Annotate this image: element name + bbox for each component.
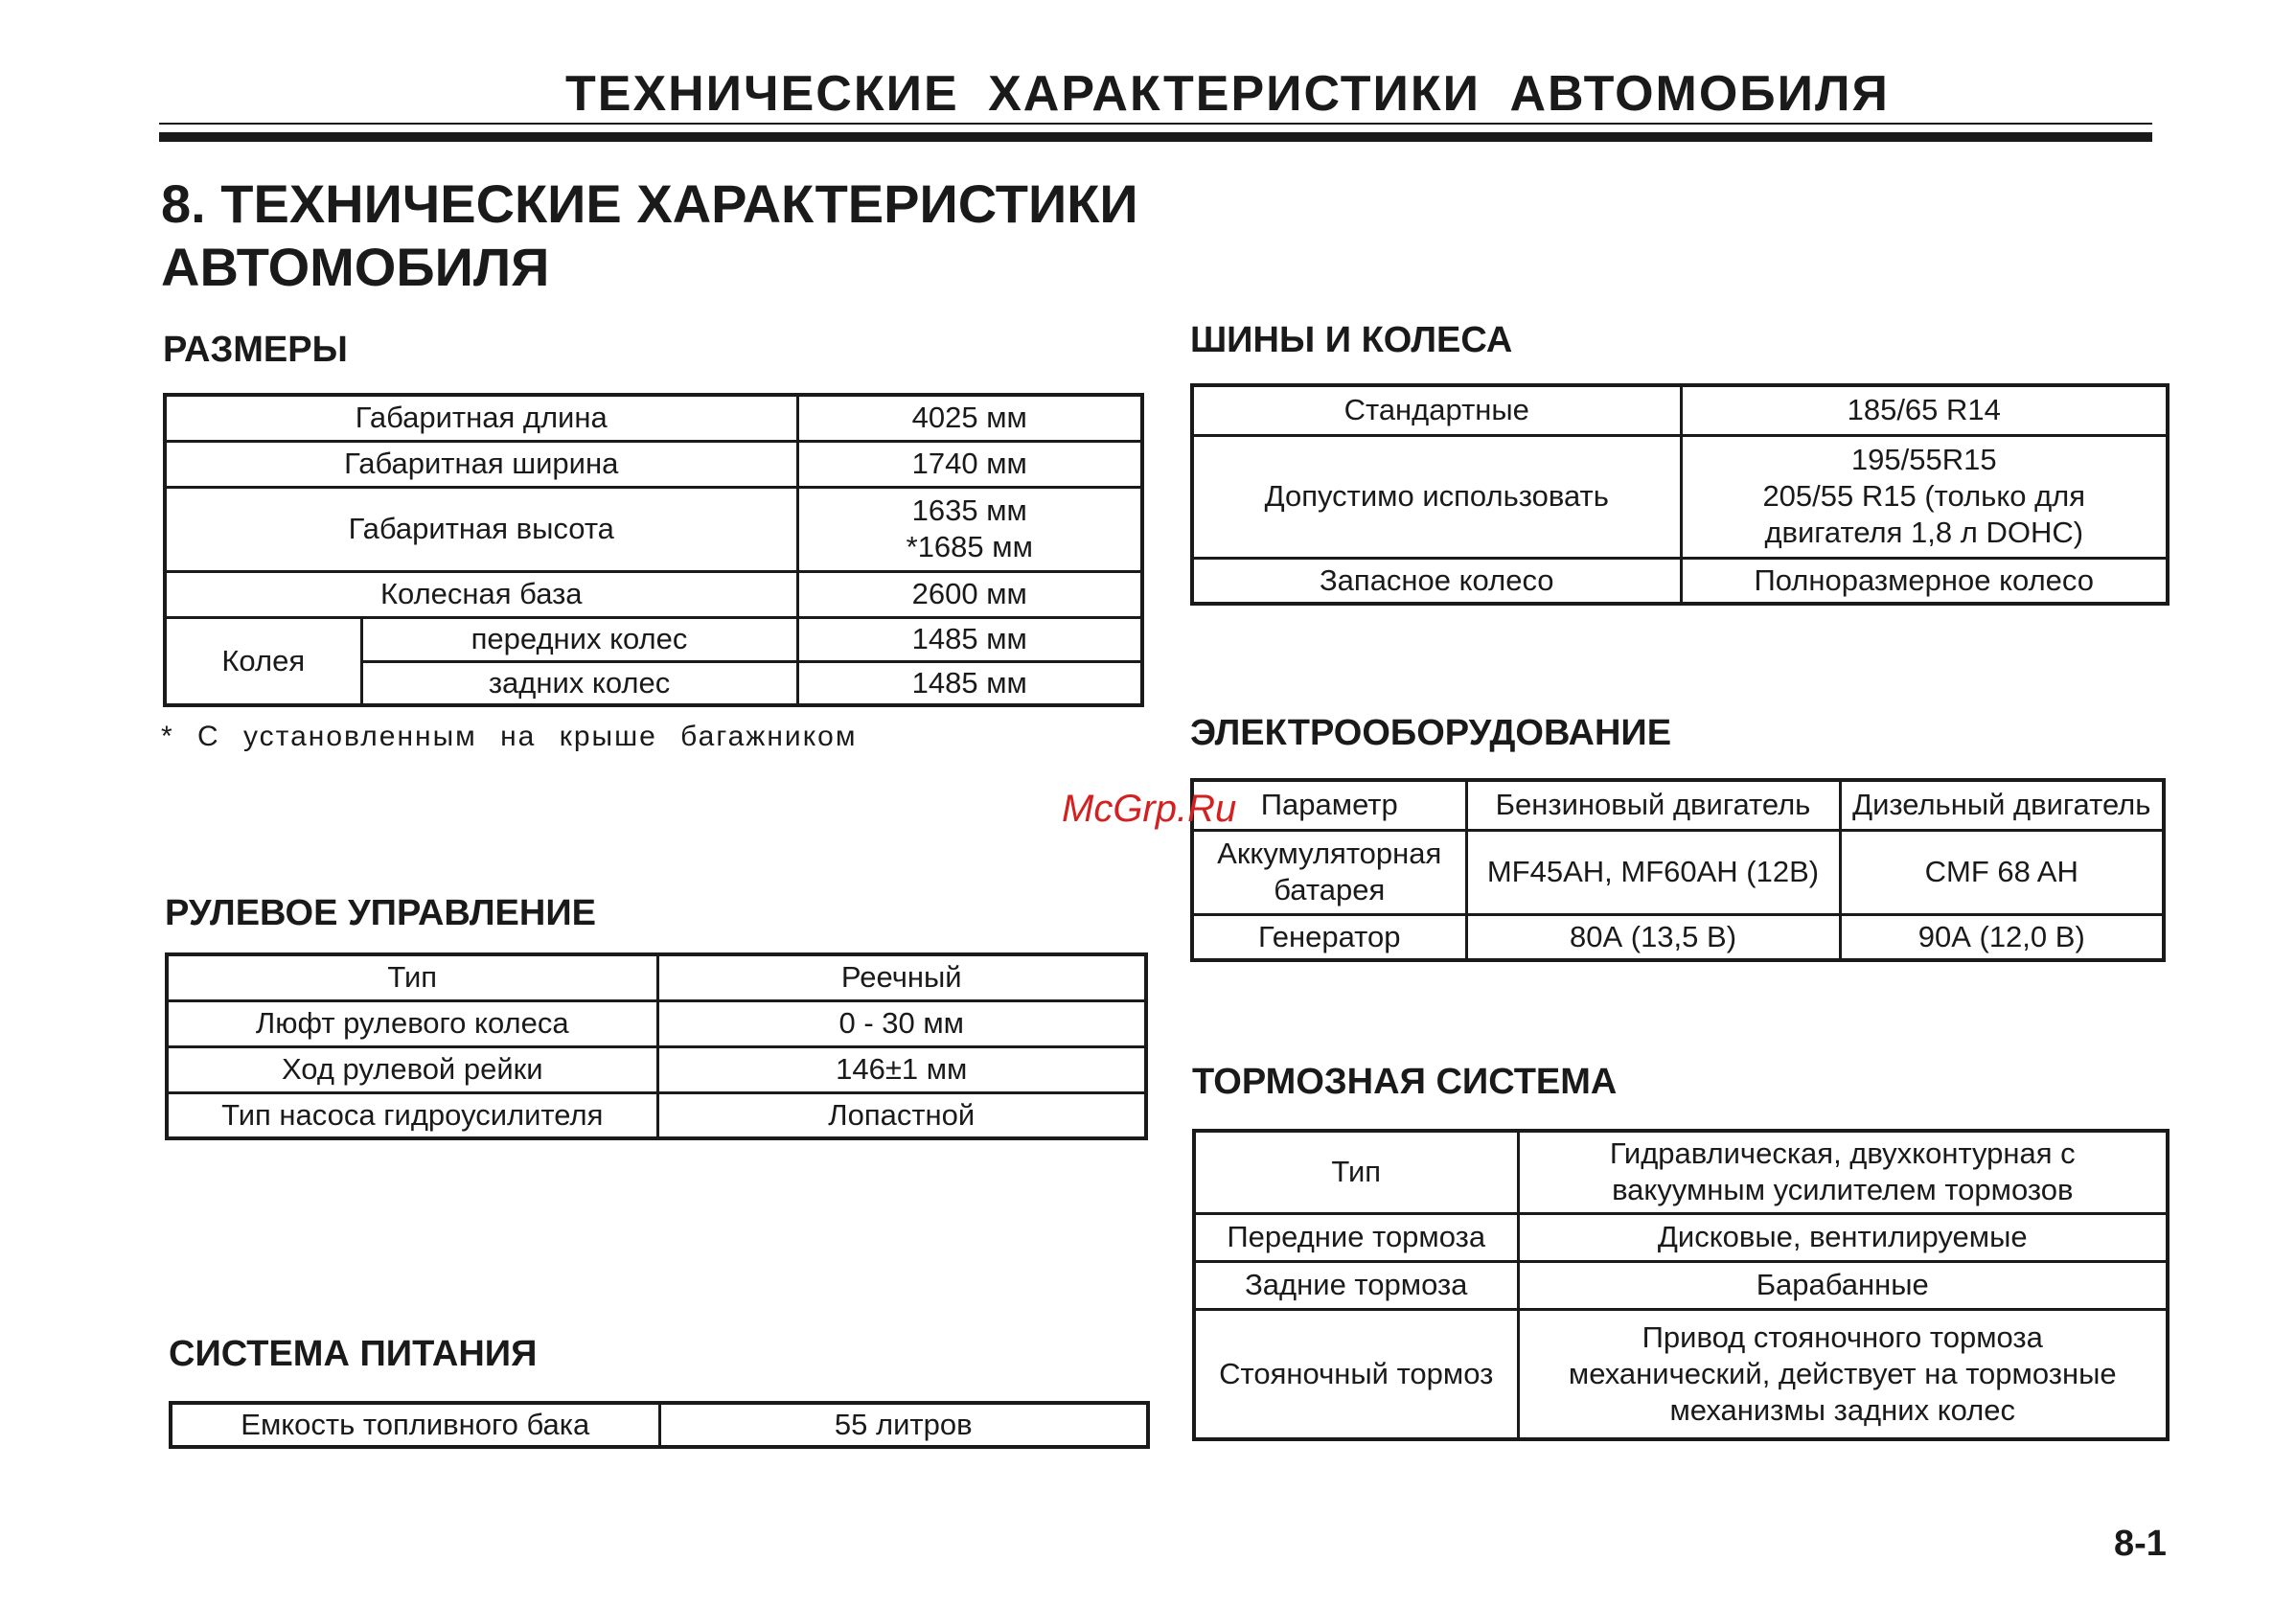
table-row bbox=[1194, 1261, 2168, 1309]
steering-play-label: Люфт рулевого колеса bbox=[167, 1000, 657, 1046]
brakes-type-value bbox=[1518, 1131, 2168, 1213]
brakes-parking-line3: механизмы задних колес bbox=[1669, 1392, 2015, 1427]
running-header: ТЕХНИЧЕСКИЕ ХАРАКТЕРИСТИКИ АВТОМОБИЛЯ bbox=[565, 66, 1890, 122]
table-row bbox=[167, 1000, 1146, 1046]
height-value bbox=[797, 487, 1142, 571]
battery-label-line1: Аккумуляторная bbox=[1217, 837, 1442, 870]
table-row bbox=[165, 395, 1142, 441]
table-row bbox=[165, 487, 1142, 571]
height-value-line1: 1635 мм bbox=[911, 493, 1027, 527]
battery-label-line2: батарея bbox=[1274, 873, 1386, 906]
tires-standard-value: 185/65 R14 bbox=[1681, 385, 2168, 435]
tires-allowed-value bbox=[1681, 435, 2168, 558]
table-row bbox=[1192, 435, 2168, 558]
steering-table bbox=[165, 952, 1148, 1140]
steering-pump-label: Тип насоса гидроусилителя bbox=[167, 1092, 657, 1138]
header-rule-thin bbox=[159, 123, 2152, 125]
tires-heading: ШИНЫ И КОЛЕСА bbox=[1190, 320, 1513, 360]
tires-allowed-line2: 205/55 R15 (только для bbox=[1762, 479, 2086, 513]
generator-diesel-value: 90А (12,0 В) bbox=[1840, 914, 2164, 960]
fuel-table bbox=[169, 1401, 1150, 1449]
table-row bbox=[165, 617, 1142, 661]
steering-heading: РУЛЕВОЕ УПРАВЛЕНИЕ bbox=[165, 893, 597, 933]
generator-label: Генератор bbox=[1192, 914, 1466, 960]
brakes-parking-label: Стояночный тормоз bbox=[1194, 1309, 1518, 1439]
width-label: Габаритная ширина bbox=[165, 441, 797, 487]
brakes-type-line1: Гидравлическая, двухконтурная с bbox=[1609, 1136, 2076, 1171]
track-front-value: 1485 мм bbox=[797, 617, 1142, 661]
electrical-col-diesel: Дизельный двигатель bbox=[1840, 780, 2164, 830]
dimensions-heading: РАЗМЕРЫ bbox=[163, 330, 348, 370]
fuel-heading: СИСТЕМА ПИТАНИЯ bbox=[169, 1334, 538, 1374]
brakes-parking-value bbox=[1518, 1309, 2168, 1439]
page-number: 8-1 bbox=[2114, 1524, 2167, 1564]
watermark: McGrp.Ru bbox=[1062, 788, 1237, 830]
dimensions-table bbox=[163, 393, 1144, 707]
tires-standard-label: Стандартные bbox=[1192, 385, 1681, 435]
track-label: Колея bbox=[165, 617, 361, 705]
table-row bbox=[1192, 780, 2164, 830]
brakes-front-value: Дисковые, вентилируемые bbox=[1518, 1213, 2168, 1261]
track-front-label: передних колес bbox=[361, 617, 797, 661]
table-row bbox=[171, 1403, 1148, 1447]
table-row bbox=[167, 1092, 1146, 1138]
steering-rack-value: 146±1 мм bbox=[657, 1046, 1146, 1092]
tires-spare-value: Полноразмерное колесо bbox=[1681, 558, 2168, 604]
table-row bbox=[1194, 1131, 2168, 1213]
length-label: Габаритная длина bbox=[165, 395, 797, 441]
brakes-parking-line1: Привод стояночного тормоза bbox=[1642, 1319, 2043, 1354]
table-row bbox=[165, 441, 1142, 487]
brakes-table bbox=[1192, 1129, 2170, 1441]
brakes-front-label: Передние тормоза bbox=[1194, 1213, 1518, 1261]
generator-petrol-value: 80А (13,5 В) bbox=[1466, 914, 1840, 960]
brakes-type-line2: вакуумным усилителем тормозов bbox=[1612, 1173, 2074, 1207]
tires-spare-label: Запасное колесо bbox=[1192, 558, 1681, 604]
brakes-heading: ТОРМОЗНАЯ СИСТЕМА bbox=[1192, 1062, 1618, 1102]
brakes-type-label: Тип bbox=[1194, 1131, 1518, 1213]
length-value: 4025 мм bbox=[797, 395, 1142, 441]
brakes-parking-line2: механический, действует на тормозные bbox=[1568, 1356, 2117, 1390]
table-row bbox=[1192, 385, 2168, 435]
electrical-heading: ЭЛЕКТРООБОРУДОВАНИЕ bbox=[1190, 713, 1672, 753]
chapter-title-line1: 8. ТЕХНИЧЕСКИЕ ХАРАКТЕРИСТИКИ bbox=[161, 173, 1138, 234]
width-value: 1740 мм bbox=[797, 441, 1142, 487]
electrical-table bbox=[1190, 778, 2166, 962]
table-row bbox=[1194, 1309, 2168, 1439]
track-rear-label: задних колес bbox=[361, 661, 797, 705]
brakes-rear-label: Задние тормоза bbox=[1194, 1261, 1518, 1309]
battery-diesel-value: CMF 68 AH bbox=[1840, 830, 2164, 914]
steering-play-value: 0 - 30 мм bbox=[657, 1000, 1146, 1046]
electrical-col-param: Параметр bbox=[1192, 780, 1466, 830]
header-rule bbox=[159, 132, 2152, 142]
tires-allowed-line1: 195/55R15 bbox=[1850, 443, 1997, 476]
fuel-tank-value: 55 литров bbox=[659, 1403, 1148, 1447]
steering-type-label: Тип bbox=[167, 954, 657, 1000]
wheelbase-label: Колесная база bbox=[165, 571, 797, 617]
wheelbase-value: 2600 мм bbox=[797, 571, 1142, 617]
tires-allowed-line3: двигателя 1,8 л DOHC) bbox=[1764, 516, 2084, 549]
dimensions-footnote: * С установленным на крыше багажником bbox=[161, 721, 858, 752]
table-row bbox=[1192, 558, 2168, 604]
table-row bbox=[1192, 914, 2164, 960]
fuel-tank-label: Емкость топливного бака bbox=[171, 1403, 659, 1447]
table-row bbox=[1194, 1213, 2168, 1261]
tires-allowed-label: Допустимо использовать bbox=[1192, 435, 1681, 558]
steering-type-value: Реечный bbox=[657, 954, 1146, 1000]
height-label: Габаритная высота bbox=[165, 487, 797, 571]
battery-label bbox=[1192, 830, 1466, 914]
height-value-line2: *1685 мм bbox=[906, 530, 1033, 563]
table-row bbox=[165, 571, 1142, 617]
table-row bbox=[167, 1046, 1146, 1092]
battery-petrol-value: MF45AH, MF60AH (12В) bbox=[1466, 830, 1840, 914]
chapter-title-line2: АВТОМОБИЛЯ bbox=[161, 237, 550, 297]
steering-pump-value: Лопастной bbox=[657, 1092, 1146, 1138]
table-row bbox=[1192, 830, 2164, 914]
tires-table bbox=[1190, 383, 2170, 606]
chapter-title bbox=[161, 172, 1138, 299]
brakes-rear-value: Барабанные bbox=[1518, 1261, 2168, 1309]
track-rear-value: 1485 мм bbox=[797, 661, 1142, 705]
electrical-col-petrol: Бензиновый двигатель bbox=[1466, 780, 1840, 830]
steering-rack-label: Ход рулевой рейки bbox=[167, 1046, 657, 1092]
table-row bbox=[167, 954, 1146, 1000]
